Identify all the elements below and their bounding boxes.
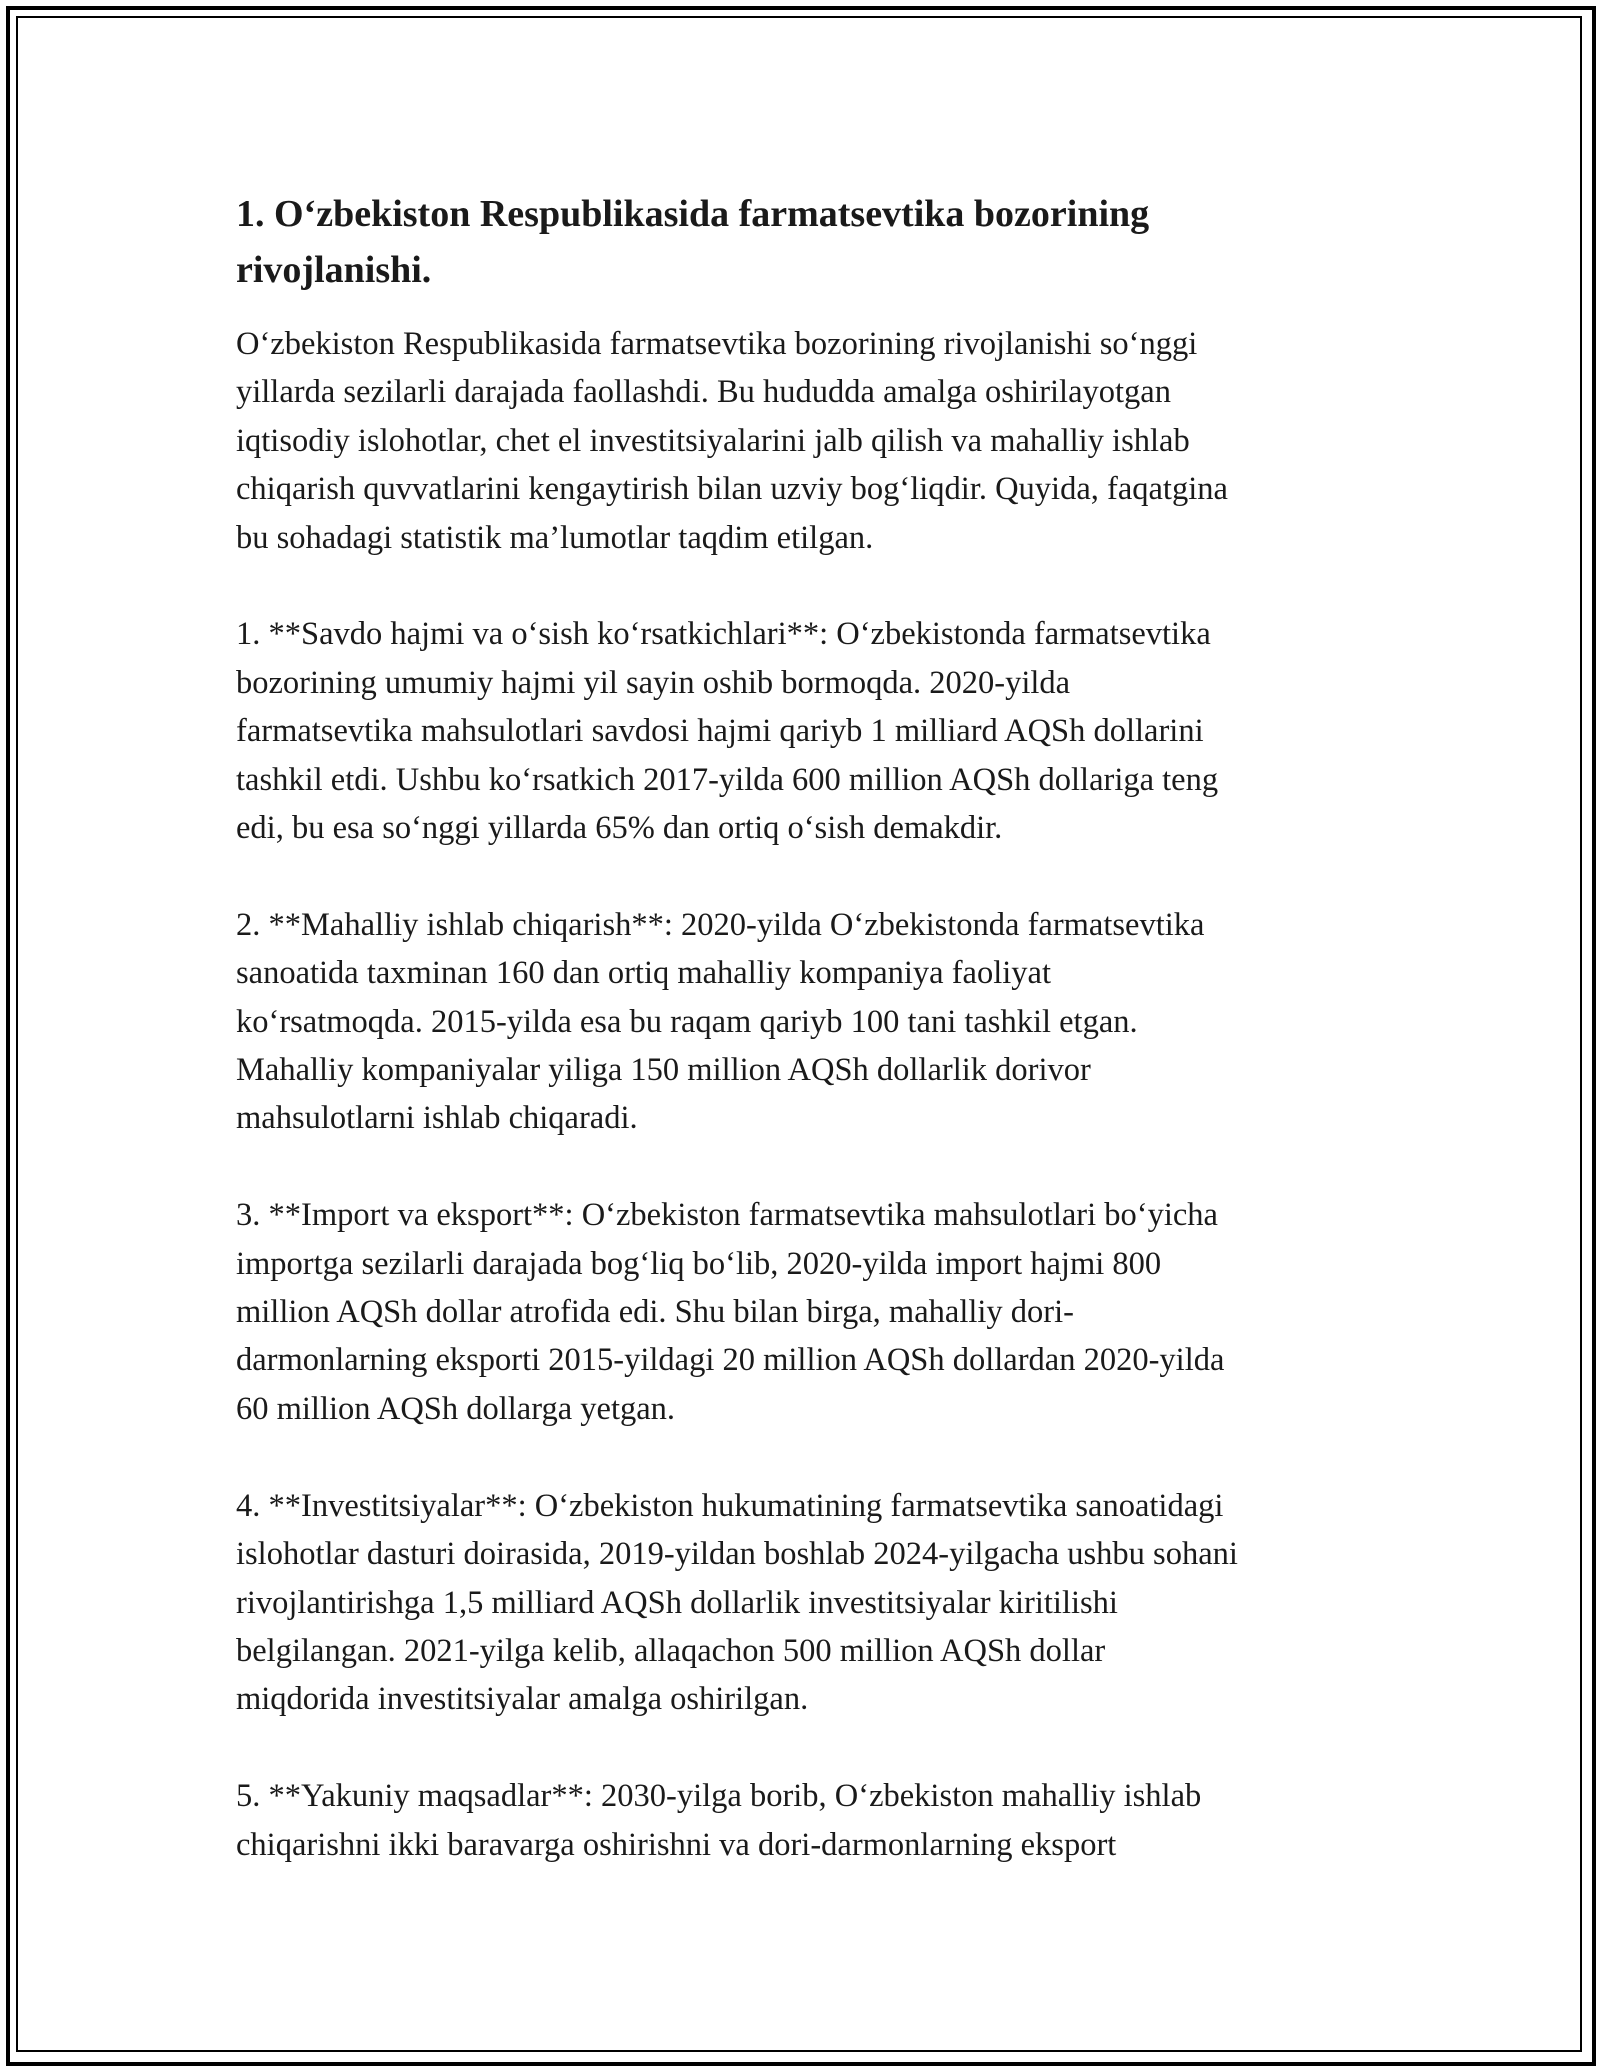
document-title [236, 186, 1386, 298]
list-item-local-production [236, 901, 1386, 1143]
text-line: tashkil etdi. Ushbu ko‘rsatkich 2017-yilda 600 million AQSh dollariga teng [236, 761, 1219, 798]
text-line: iqtisodiy islohotlar, chet el investitsiyalarini jalb qilish va mahalliy ishlab [236, 422, 1190, 459]
text-line: 1. **Savdo hajmi va o‘sish ko‘rsatkichlari**: O‘zbekistonda farmatsevtika [236, 616, 1211, 653]
text-line: yillarda sezilarli darajada faollashdi. Bu hududda amalga oshirilayotgan [236, 374, 1171, 411]
text-line: edi, bu esa so‘nggi yillarda 65% dan ortiq o‘sish demakdir. [236, 810, 1003, 847]
text-line: rivojlantirishga 1,5 milliard AQSh dollarlik investitsiyalar kiritilishi [236, 1584, 1118, 1621]
text-line: chiqarishni ikki baravarga oshirishni va dori-darmonlarning eksport [236, 1826, 1117, 1863]
list-item-sales-volume [236, 610, 1386, 852]
text-line: ko‘rsatmoqda. 2015-yilda esa bu raqam qariyb 100 tani tashkil etgan. [236, 1003, 1138, 1040]
text-line: miqdorida investitsiyalar amalga oshirilgan. [236, 1681, 809, 1718]
text-line: Mahalliy kompaniyalar yiliga 150 million AQSh dollarlik dorivor [236, 1052, 1091, 1089]
text-line: mahsulotlarni ishlab chiqaradi. [236, 1100, 638, 1137]
text-line: million AQSh dollar atrofida edi. Shu bilan birga, mahalliy dori- [236, 1294, 1074, 1331]
text-line: chiqarish quvvatlarini kengaytirish bilan uzviy bog‘liqdir. Quyida, faqatgina [236, 471, 1228, 508]
list-item-investments [236, 1482, 1386, 1724]
text-line: 60 million AQSh dollarga yetgan. [236, 1390, 676, 1427]
text-line: sanoatida taxminan 160 dan ortiq mahalliy kompaniya faoliyat [236, 955, 1051, 992]
text-line: islohotlar dasturi doirasida, 2019-yildan boshlab 2024-yilgacha ushbu sohani [236, 1536, 1238, 1573]
text-line: importga sezilarli darajada bog‘liq bo‘lib, 2020-yilda import hajmi 800 [236, 1245, 1162, 1282]
document-body [236, 186, 1386, 1869]
title-line: rivojlanishi. [236, 249, 432, 291]
text-line: 5. **Yakuniy maqsadlar**: 2030-yilga borib, O‘zbekiston mahalliy ishlab [236, 1778, 1202, 1815]
title-line: 1. O‘zbekiston Respublikasida farmatsevtika bozorining [236, 193, 1150, 235]
text-line: farmatsevtika mahsulotlari savdosi hajmi qariyb 1 milliard AQSh dollarini [236, 713, 1204, 750]
intro-paragraph [236, 320, 1386, 562]
text-line: 3. **Import va eksport**: O‘zbekiston farmatsevtika mahsulotlari bo‘yicha [236, 1197, 1218, 1234]
list-item-final-goals [236, 1772, 1386, 1869]
list-item-import-export [236, 1191, 1386, 1433]
text-line: 2. **Mahalliy ishlab chiqarish**: 2020-yilda O‘zbekistonda farmatsevtika [236, 906, 1205, 943]
text-line: bu sohadagi statistik ma’lumotlar taqdim etilgan. [236, 519, 874, 556]
text-line: belgilangan. 2021-yilga kelib, allaqachon 500 million AQSh dollar [236, 1632, 1106, 1669]
text-line: O‘zbekiston Respublikasida farmatsevtika bozorining rivojlanishi so‘nggi [236, 326, 1198, 362]
text-line: 4. **Investitsiyalar**: O‘zbekiston hukumatining farmatsevtika sanoatidagi [236, 1487, 1224, 1524]
text-line: bozorining umumiy hajmi yil sayin oshib bormoqda. 2020-yilda [236, 664, 1071, 701]
text-line: darmonlarning eksporti 2015-yildagi 20 million AQSh dollardan 2020-yilda [236, 1342, 1225, 1379]
